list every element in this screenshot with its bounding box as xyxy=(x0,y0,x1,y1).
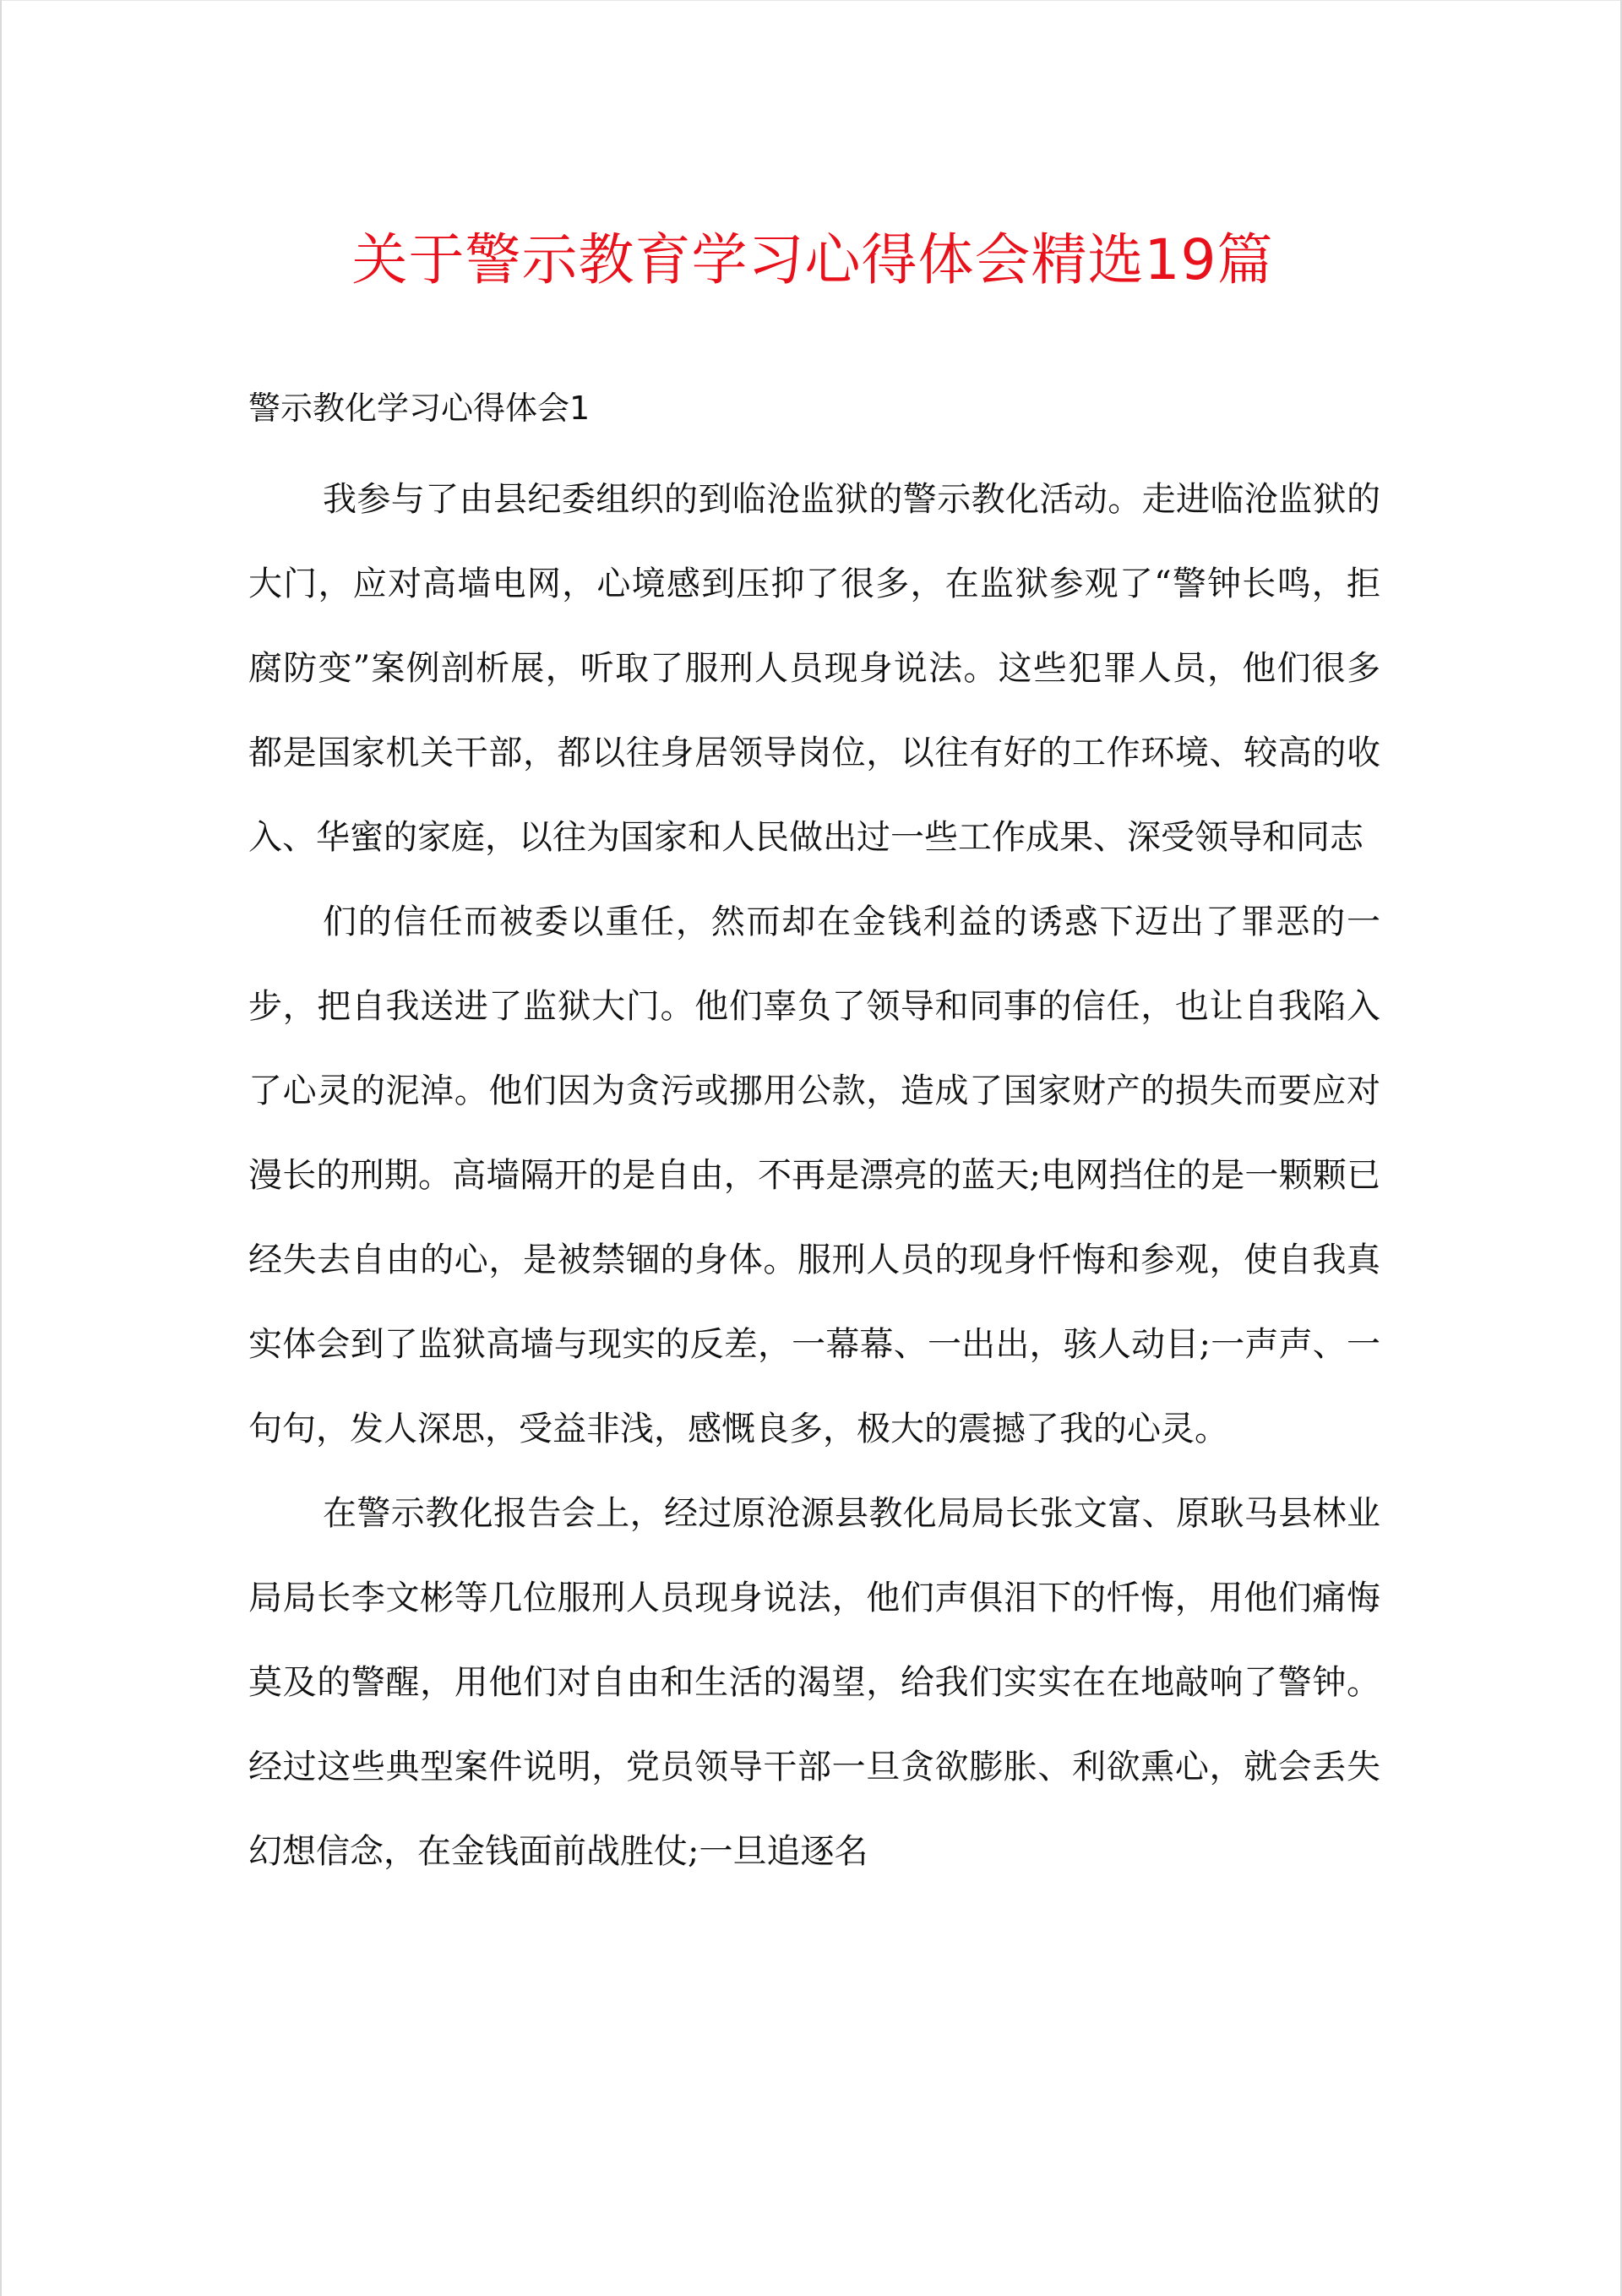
body-paragraph: 我参与了由县纪委组织的到临沧监狱的警示教化活动。走进临沧监狱的大门，应对高墙电网，心境感到压抑了很多，在监狱参观了“警钟长鸣，拒腐防变”案例剖析展，听取了服刑人员现身说法。这些犯罪人员，他们很多都是国家机关干部，都以往身居领导岗位，以往有好的工作环境、较高的收入、华蜜的家庭，以往为国家和人民做出过一些工作成果、深受领导和同志 xyxy=(248,480,1380,857)
body-paragraph: 们的信任而被委以重任，然而却在金钱利益的诱惑下迈出了罪恶的一步，把自我送进了监狱大门。他们辜负了领导和同事的信任，也让自我陷入了心灵的泥淖。他们因为贪污或挪用公款，造成了国家财产的损失而要应对漫长的刑期。高墙隔开的是自由，不再是漂亮的蓝天;电网挡住的是一颗颗已经失去自由的心，是被禁锢的身体。服刑人员的现身忏悔和参观，使自我真实体会到了监狱高墙与现实的反差，一幕幕、一出出，骇人动目;一声声、一句句，发人深思，受益非浅，感慨良多，极大的震撼了我的心灵。 xyxy=(248,903,1380,1448)
body-paragraph: 在警示教化报告会上，经过原沧源县教化局局长张文富、原耿马县林业局局长李文彬等几位服刑人员现身说法，他们声俱泪下的忏悔，用他们痛悔莫及的警醒，用他们对自由和生活的渴望，给我们实实在在地敲响了警钟。经过这些典型案件说明，党员领导干部一旦贪欲膨胀、利欲熏心，就会丢失幻想信念，在金钱面前战胜仗;一旦追逐名 xyxy=(248,1494,1380,1871)
document-title: 关于警示教育学习心得体会精选19篇 xyxy=(351,227,1274,292)
document-body xyxy=(248,457,1380,1894)
section-heading: 警示教化学习心得体会1 xyxy=(248,390,591,427)
